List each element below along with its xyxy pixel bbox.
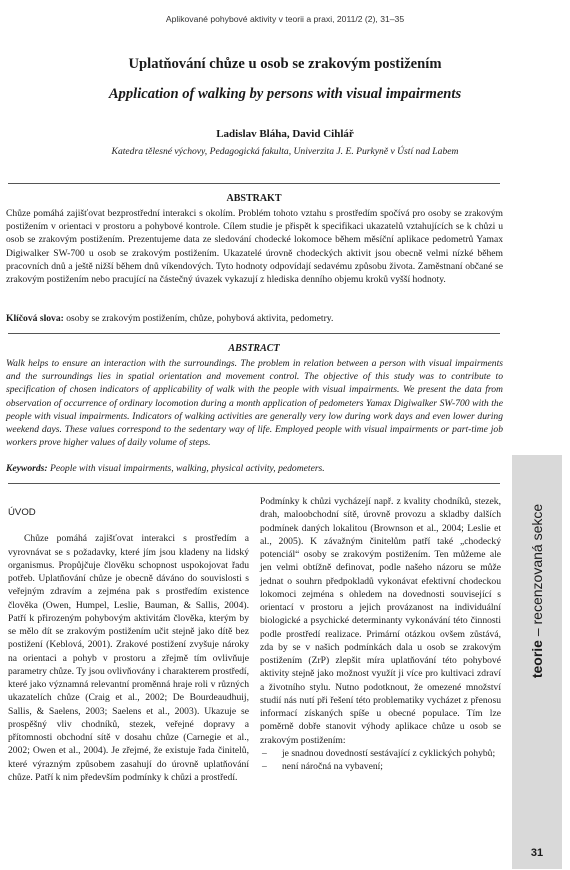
section-heading-uvod: ÚVOD [8,507,36,518]
article-title-english: Application of walking by persons with visual impairments [108,86,462,102]
keywords-cz [6,312,503,325]
abstract-cz-text: Chůze pomáhá zajišťovat bezprostřední interakci s okolím. Problém tohoto vztahu s prostředím spočívá pro osoby se zrakovým postižením v orientaci v prostoru a pohybové kontrole. Cílem studie je přispět k specifikaci ukazatelů vztahujících se k chůzi u osob se zrakovým postižením. Prezentujeme data ze sledování chodecké lokomoce během měsíční aplikace pedometrů Yamax Digiwalker SW-700 u osob se zrakovým postižením. Ukazatelé úrovně chodeckých aktivit jsou obecně velmi nízké během pracovních dnů a ještě nižší během dnů víkendových. Tyto hodnoty odpovídají sedavému způsobu života. Zaměstnaní občané se zrakovým postižením nebo pracující na částečný úvazek vykazují z hlediska denního objemu kroků vyšší hodnoty. [6,208,503,286]
abstract-en-heading: ABSTRACT [228,343,280,354]
affiliation: Katedra tělesné výchovy, Pedagogická fakulta, Univerzita J. E. Purkyně v Ústí nad Labem [111,146,459,157]
section-side-label-bold: teorie [529,640,545,679]
page-number: 31 [530,847,544,859]
divider-bottom [8,483,500,484]
keywords-cz-label: Klíčová slova: [6,313,64,324]
section-side-label [529,461,545,721]
abstract-en-text: Walk helps to ensure an interaction with the surroundings. The problem in relation between a person with visual impairments and the surroundings lies in spatial orientation and movement control. The objective of this study was to contribute to specification of chosen indicators of applicability of walk with the people with visual impairments. We present the data from observation of occurrence of ordinary locomotion during a month application of pedometers Yamax Digiwalker SW-700 with the people with visual impairments. Indicators of walking activities are generally very low during work days and even lower during weekend days. These values correspond to the sedentary way of life. Employed people with visual impairments or part-time job workers prove higher values of daily volume of steps. [6,358,503,449]
list-item: – je snadnou dovedností sestávající z cyklických pohybů; [260,747,501,760]
body-paragraph-right: Podmínky k chůzi vycházejí např. z kvality chodníků, stezek, drah, maloobchodní sítě, úrovně provozu a skladby dalších podmínek daných lokalitou (Brownson et al., 2004; Leslie et al., 2005). K závažným činitelům patří také „chodecký potenciál“ osoby se zrakovým postižením. Ten můžeme ale jen velmi obtížně definovat, podle našeho názoru se může jednat o souhrn předpokladů vykonávat efektivní chodeckou lokomoci zejména s ohledem na dovednosti související s orientací v prostoru a jejich provázanost na individuální biologické a psychické determinanty vykonávání této činnosti podle prostředí realizace. Primární otázkou ovšem zůstává, zda by se v našich podmínkách dala u osob se zrakovým postižením (ZrP) zlepšit míra uplatňování této pohybové aktivity stejně jako možnost využít ji více pro kultivaci zdraví a životního stylu. Nutno podotknout, že omezené množství studií nás nutí při řešení této problematiky vycházet z přenosu informací získaných spíše u obecné populace. Tím lze poměrně dobře stanovit výhody aplikace chůze u osob se zrakovým postižením: [260,496,501,746]
divider-top [8,183,500,184]
body-column-right [260,495,501,773]
keywords-en-list: People with visual impairments, walking, physical activity, pedometers. [49,463,325,474]
abstract-cz-heading: ABSTRAKT [226,193,282,204]
list-item: – není náročná na vybavení; [260,760,501,773]
authors: Ladislav Bláha, David Cihlář [216,128,354,140]
running-header: Aplikované pohybové aktivity v teorii a praxi, 2011/2 (2), 31–35 [165,14,405,24]
keywords-cz-list: osoby se zrakovým postižením, chůze, pohybová aktivita, pedometry. [66,313,334,324]
body-paragraph-left: Chůze pomáhá zajišťovat interakci s prostředím a vyrovnávat se s požadavky, které jím jsou kladeny na lidský organismus. Propůjčuje člověku schopnost uspokojovat řadu potřeb. Uplatňování chůze je obecně dáváno do souvislosti s veřejným zdravím a zejména pak s prostředím existence člověka (Owen, Humpel, Leslie, Bauman, & Sallis, 2004). Patří k přirozeným pohybovým aktivitám člověka, kterým by se mělo dít se zrakovým postižením učit stejně jako dítě bez postižení (Keblová, 2001). Zrakové postižení zvyšuje nároky na orientaci a pohyb v prostoru a zřejmě tím ovlivňuje parametry chůze. Ty jsou ovlivňovány i charakterem prostředí, které jako významná relevantní proměnná hraje roli v různých ukazatelích chůze (Craig et al., 2002; De Bourdeaudhuij, Sallis, & Saelens, 2003; Saelens et al., 2003). Ukazuje se prospěšný vliv chodníků, stezek, veřejné dopravy a přítomnosti obchodní sítě v dosahu chůze (Carnegie et al., 2002; Owen et al., 2004). Je zřejmé, že existuje řada činitelů, které výrazným způsobem zasahují do úrovně uplatňování chůze. Patří k nim především podmínky k chůzi a prostředí. [8,533,249,783]
advantages-list [260,747,501,774]
body-column-left [8,495,249,784]
article-title-czech: Uplatňování chůze u osob se zrakovým postižením [128,56,442,72]
section-side-label-rest: – recenzovaná sekce [529,503,545,641]
keywords-en-label: Keywords: [6,463,48,474]
divider-middle [8,333,500,334]
keywords-en [6,462,503,475]
